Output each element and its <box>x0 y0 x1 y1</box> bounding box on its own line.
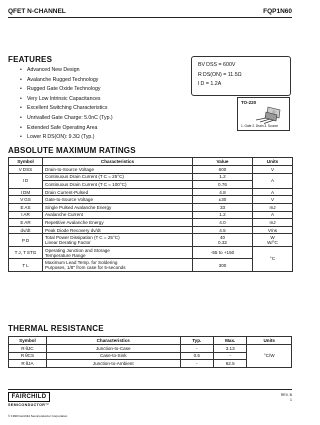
cell-symbol: R θJA <box>9 360 47 368</box>
col-header-max: Max. <box>213 337 246 345</box>
cell-characteristic: Continuous Drain Current (T C = 100°C) <box>43 181 193 189</box>
copyright: © 1999 Fairchild Semiconductor Corporation <box>8 414 68 418</box>
feature-item: • Unrivalled Gate Charge: 5.0nC (Typ.) <box>20 114 190 124</box>
cell-value <box>193 234 253 247</box>
cell-value: -55 to +150 <box>193 246 253 259</box>
device-category: QFET N-CHANNEL <box>8 8 66 15</box>
cell-line: Purposes, 1/8" from case for 5-seconds <box>45 265 126 271</box>
table-row <box>9 219 293 227</box>
abs-max-table <box>8 157 293 272</box>
cell-value: 4.0 <box>193 219 253 227</box>
cell-value: 33 <box>193 203 253 211</box>
cell-characteristic <box>43 259 193 272</box>
table-header-row <box>9 337 292 345</box>
col-header-typ: Typ. <box>180 337 213 345</box>
cell-unit: °C <box>253 246 293 271</box>
cell-max: 62.5 <box>213 360 246 368</box>
table-row <box>9 203 293 211</box>
spec-rdson: R DS(ON) = 11.5Ω <box>198 71 242 78</box>
part-number: FQP1N60 <box>263 8 292 15</box>
cell-symbol: R θJC <box>9 345 47 353</box>
table-row <box>9 226 293 234</box>
spec-id: I D = 1.2A <box>198 81 222 87</box>
feature-item: • Advanced New Design <box>20 66 190 76</box>
cell-symbol: I D <box>9 173 43 188</box>
cell-characteristic: Peak Diode Recovery dv/dt <box>43 226 193 234</box>
col-header-symbol: Symbol <box>9 158 43 166</box>
cell-unit: A <box>253 211 293 219</box>
spec-bvdss: BV DSS = 600V <box>198 62 236 68</box>
table-row <box>9 181 293 189</box>
cell-unit: V/ns <box>253 226 293 234</box>
cell-symbol: V GS <box>9 196 43 204</box>
thermal-table <box>8 336 292 368</box>
cell-symbol: E AR <box>9 219 43 227</box>
col-header-units: Units <box>253 158 293 166</box>
package-box <box>237 97 290 131</box>
revision-info <box>281 393 292 403</box>
feature-item: • Very Low Intrinsic Capacitances <box>20 95 190 105</box>
table-row <box>9 246 293 259</box>
package-pins: 1. Gate 2. Drain 3. Source <box>241 124 279 128</box>
col-header-characteristics: Characteristics <box>43 158 193 166</box>
cell-symbol: T J, T STG <box>9 246 43 259</box>
cell-unit: °C/W <box>247 345 292 368</box>
fairchild-logo <box>8 392 68 410</box>
cell-unit: V <box>253 196 293 204</box>
cell-unit: mJ <box>253 203 293 211</box>
feature-item: • Lower R DS(ON): 9.3Ω (Typ.) <box>20 133 190 143</box>
cell-line: Temperature Range <box>45 252 86 258</box>
feature-item: • Rugged Gate Oxide Technology <box>20 85 190 95</box>
table-row <box>9 211 293 219</box>
features-title: FEATURES <box>8 55 53 64</box>
cell-symbol: dv/dt <box>9 226 43 234</box>
cell-unit: V <box>253 166 293 174</box>
cell-symbol: R θCS <box>9 352 47 360</box>
page-number: 1 <box>290 398 292 402</box>
cell-max: 3.13 <box>213 345 246 353</box>
abs-max-title: ABSOLUTE MAXIMUM RATINGS <box>8 146 136 155</box>
col-header-value: Value <box>193 158 253 166</box>
cell-characteristic: Drain-to-Source Voltage <box>43 166 193 174</box>
cell-characteristic: Drain Current-Pulsed <box>43 188 193 196</box>
table-row <box>9 259 293 272</box>
cell-unit <box>253 234 293 247</box>
cell-symbol: I AR <box>9 211 43 219</box>
cell-line: W/°C <box>267 240 278 246</box>
cell-characteristic <box>43 234 193 247</box>
cell-characteristic: Avalanche Current <box>43 211 193 219</box>
cell-line: Maximum Lead Temp. for Soldering <box>45 260 118 266</box>
cell-symbol: T L <box>9 259 43 272</box>
cell-symbol: V DSS <box>9 166 43 174</box>
table-row <box>9 345 292 353</box>
cell-typ: 0.5 <box>180 352 213 360</box>
table-row <box>9 173 293 181</box>
cell-line: 40 <box>219 235 226 241</box>
table-row <box>9 234 293 247</box>
col-header-units: Units <box>247 337 292 345</box>
to220-package-icon <box>246 106 286 124</box>
table-row <box>9 166 293 174</box>
cell-max: - <box>213 352 246 360</box>
cell-value: 600 <box>193 166 253 174</box>
cell-line: Total Power Dissipation (T C = 25°C) <box>45 235 120 241</box>
cell-value: 0.76 <box>193 181 253 189</box>
cell-typ: - <box>180 345 213 353</box>
thermal-title: THERMAL RESISTANCE <box>8 324 104 333</box>
cell-symbol: E AS <box>9 203 43 211</box>
feature-item: • Avalanche Rugged Technology <box>20 76 190 86</box>
feature-item: • Excellent Switching Characteristics <box>20 104 190 114</box>
revision: REV. B <box>280 393 292 397</box>
cell-characteristic: Continuous Drain Current (T C = 25°C) <box>43 173 193 181</box>
cell-characteristic: Junction-to-Case <box>46 345 180 353</box>
logo-wordmark: FAIRCHILD <box>8 392 50 402</box>
cell-characteristic: Case-to-Sink <box>46 352 180 360</box>
cell-symbol: P D <box>9 234 43 247</box>
cell-value: 1.2 <box>193 211 253 219</box>
key-specs-box <box>191 56 291 96</box>
package-title: TO-220 <box>241 100 257 105</box>
cell-line: Operating Junction and Storage <box>45 247 110 253</box>
cell-characteristic: Junction-to-Ambient <box>46 360 180 368</box>
page-header <box>8 8 292 18</box>
cell-value: ±30 <box>193 196 253 204</box>
cell-unit: mJ <box>253 219 293 227</box>
cell-characteristic <box>43 246 193 259</box>
col-header-symbol: Symbol <box>9 337 47 345</box>
table-header-row <box>9 158 293 166</box>
cell-characteristic: Gate-to-Source Voltage <box>43 196 193 204</box>
cell-unit: A <box>253 188 293 196</box>
feature-item: • Extended Safe Operating Area <box>20 124 190 134</box>
cell-typ: - <box>180 360 213 368</box>
cell-unit: A <box>253 173 293 188</box>
cell-characteristic: Single Pulsed Avalanche Energy <box>43 203 193 211</box>
features-list <box>20 66 190 143</box>
logo-subtitle: SEMICONDUCTOR™ <box>8 403 50 407</box>
col-header-characteristics: Characteristics <box>46 337 180 345</box>
footer-divider <box>8 389 292 390</box>
cell-value: 4.8 <box>193 188 253 196</box>
cell-value: 1.2 <box>193 173 253 181</box>
cell-value: 300 <box>193 259 253 272</box>
cell-symbol: I DM <box>9 188 43 196</box>
cell-line: 0.32 <box>218 240 227 246</box>
cell-characteristic: Repetitive Avalanche Energy <box>43 219 193 227</box>
table-row <box>9 196 293 204</box>
cell-value: 4.5 <box>193 226 253 234</box>
cell-line: Linear Derating Factor <box>45 240 91 246</box>
table-row <box>9 188 293 196</box>
cell-line: W <box>270 235 275 241</box>
